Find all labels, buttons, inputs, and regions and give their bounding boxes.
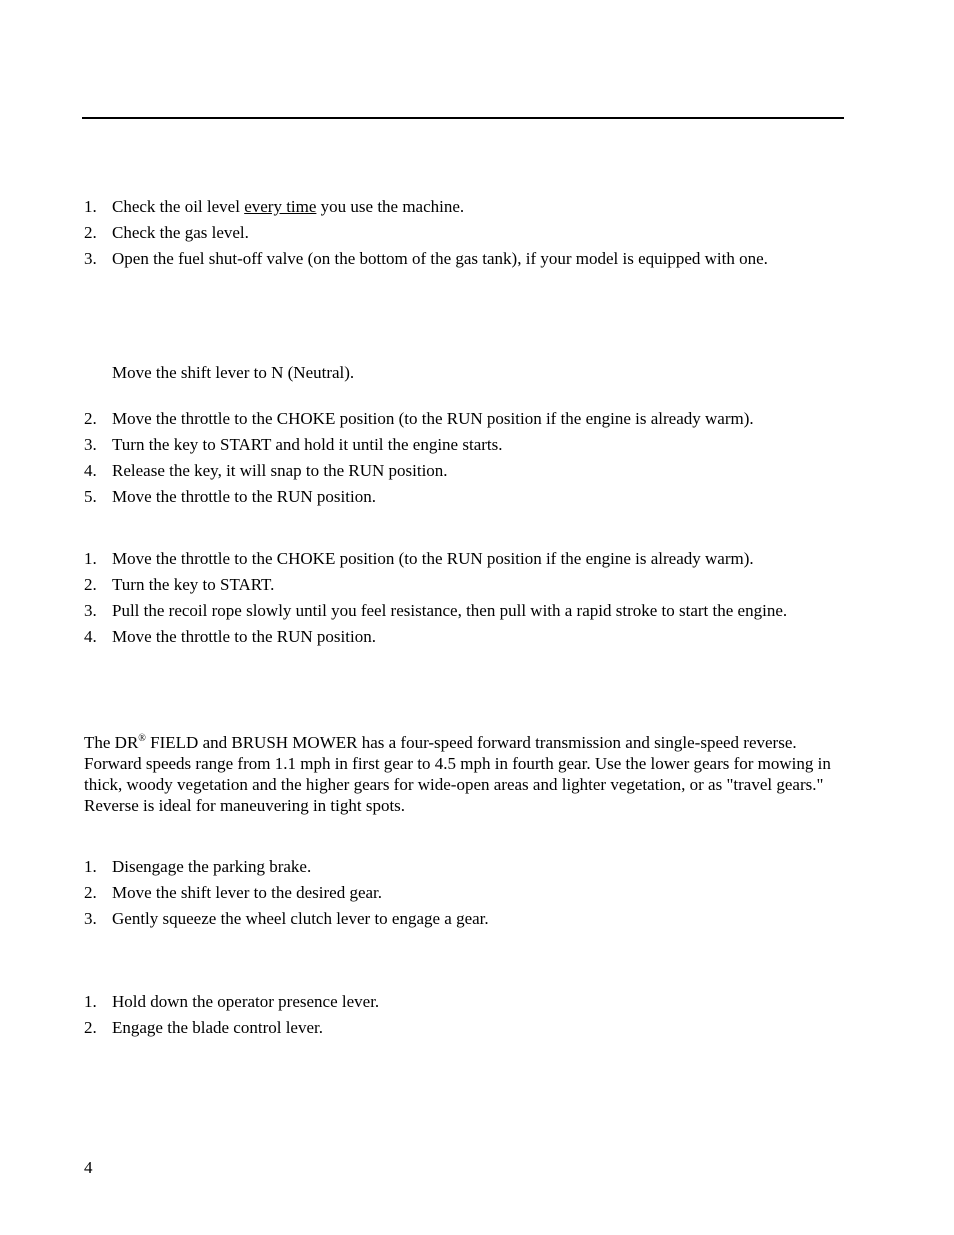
list-item xyxy=(84,1017,844,1038)
list-item xyxy=(84,882,844,903)
transmission-text-start: The DR xyxy=(84,733,139,752)
item-number: 3. xyxy=(84,601,97,620)
item-text-end: you use the machine. xyxy=(316,197,465,216)
list-item xyxy=(84,248,844,269)
item-text: Move the throttle to the CHOKE position (to the RUN position if the engine is already warm). xyxy=(112,409,754,428)
list-item xyxy=(84,626,844,647)
electric-start-steps xyxy=(84,408,844,512)
item-text: Engage the blade control lever. xyxy=(112,1018,323,1037)
item-number: 1. xyxy=(84,549,97,568)
item-number: 4. xyxy=(84,627,97,646)
item-text: Hold down the operator presence lever. xyxy=(112,992,380,1011)
item-number: 4. xyxy=(84,461,97,480)
item-text: Check the oil level xyxy=(112,197,245,216)
item-text: Move the throttle to the RUN position. xyxy=(112,627,376,646)
list-item xyxy=(84,222,844,243)
pre-start-checklist xyxy=(84,196,844,274)
item-text: Gently squeeze the wheel clutch lever to engage a gear. xyxy=(112,909,489,928)
list-item xyxy=(84,460,844,481)
list-item xyxy=(84,548,844,569)
item-number: 1. xyxy=(84,992,97,1011)
manual-start-steps xyxy=(84,548,844,652)
item-text: Move the shift lever to the desired gear. xyxy=(112,883,383,902)
item-text: Pull the recoil rope slowly until you feel resistance, then pull with a rapid stroke to start the engine. xyxy=(112,601,788,620)
item-number: 1. xyxy=(84,197,97,216)
registered-mark: ® xyxy=(138,733,146,744)
item-text: Move the throttle to the CHOKE position (to the RUN position if the engine is already warm). xyxy=(112,549,754,568)
list-item xyxy=(84,991,844,1012)
item-number: 2. xyxy=(84,883,97,902)
list-item xyxy=(84,434,844,455)
item-text: Open the fuel shut-off valve (on the bottom of the gas tank), if your model is equipped with one. xyxy=(112,249,768,268)
emphasis-underlined: every time xyxy=(244,197,317,216)
item-number: 2. xyxy=(84,223,97,242)
item-number: 2. xyxy=(84,575,97,594)
item-text: Move the throttle to the RUN position. xyxy=(112,487,376,506)
list-item xyxy=(84,600,844,621)
list-item xyxy=(84,408,844,429)
list-item xyxy=(84,486,844,507)
gear-engage-steps xyxy=(84,856,844,934)
list-item xyxy=(84,574,844,595)
item-text: Turn the key to START. xyxy=(112,575,275,594)
page-number: 4 xyxy=(84,1158,93,1177)
transmission-description xyxy=(84,732,832,816)
header-rule xyxy=(82,117,844,119)
item-text: Turn the key to START and hold it until the engine starts. xyxy=(112,435,503,454)
shift-neutral-step: Move the shift lever to N (Neutral). xyxy=(112,363,355,382)
list-item xyxy=(84,908,844,929)
item-number: 2. xyxy=(84,409,97,428)
blade-engage-steps xyxy=(84,991,844,1043)
item-text: Disengage the parking brake. xyxy=(112,857,312,876)
item-number: 5. xyxy=(84,487,97,506)
item-text: Release the key, it will snap to the RUN position. xyxy=(112,461,448,480)
item-number: 1. xyxy=(84,857,97,876)
transmission-text-rest: FIELD and BRUSH MOWER has a four-speed forward transmission and single-speed reverse. Forward speeds range from 1.1 mph in first gear to 4.5 mph in fourth gear. Use the lower gears for mowing in thick, woody vegetation and the higher gears for wide-open areas and lighter vegetation, or as "travel gears." Reverse is ideal for maneuvering in tight spots. xyxy=(84,733,831,815)
item-number: 3. xyxy=(84,909,97,928)
item-number: 3. xyxy=(84,435,97,454)
item-number: 2. xyxy=(84,1018,97,1037)
list-item xyxy=(84,196,844,217)
item-text: Check the gas level. xyxy=(112,223,249,242)
item-number: 3. xyxy=(84,249,97,268)
list-item xyxy=(84,856,844,877)
